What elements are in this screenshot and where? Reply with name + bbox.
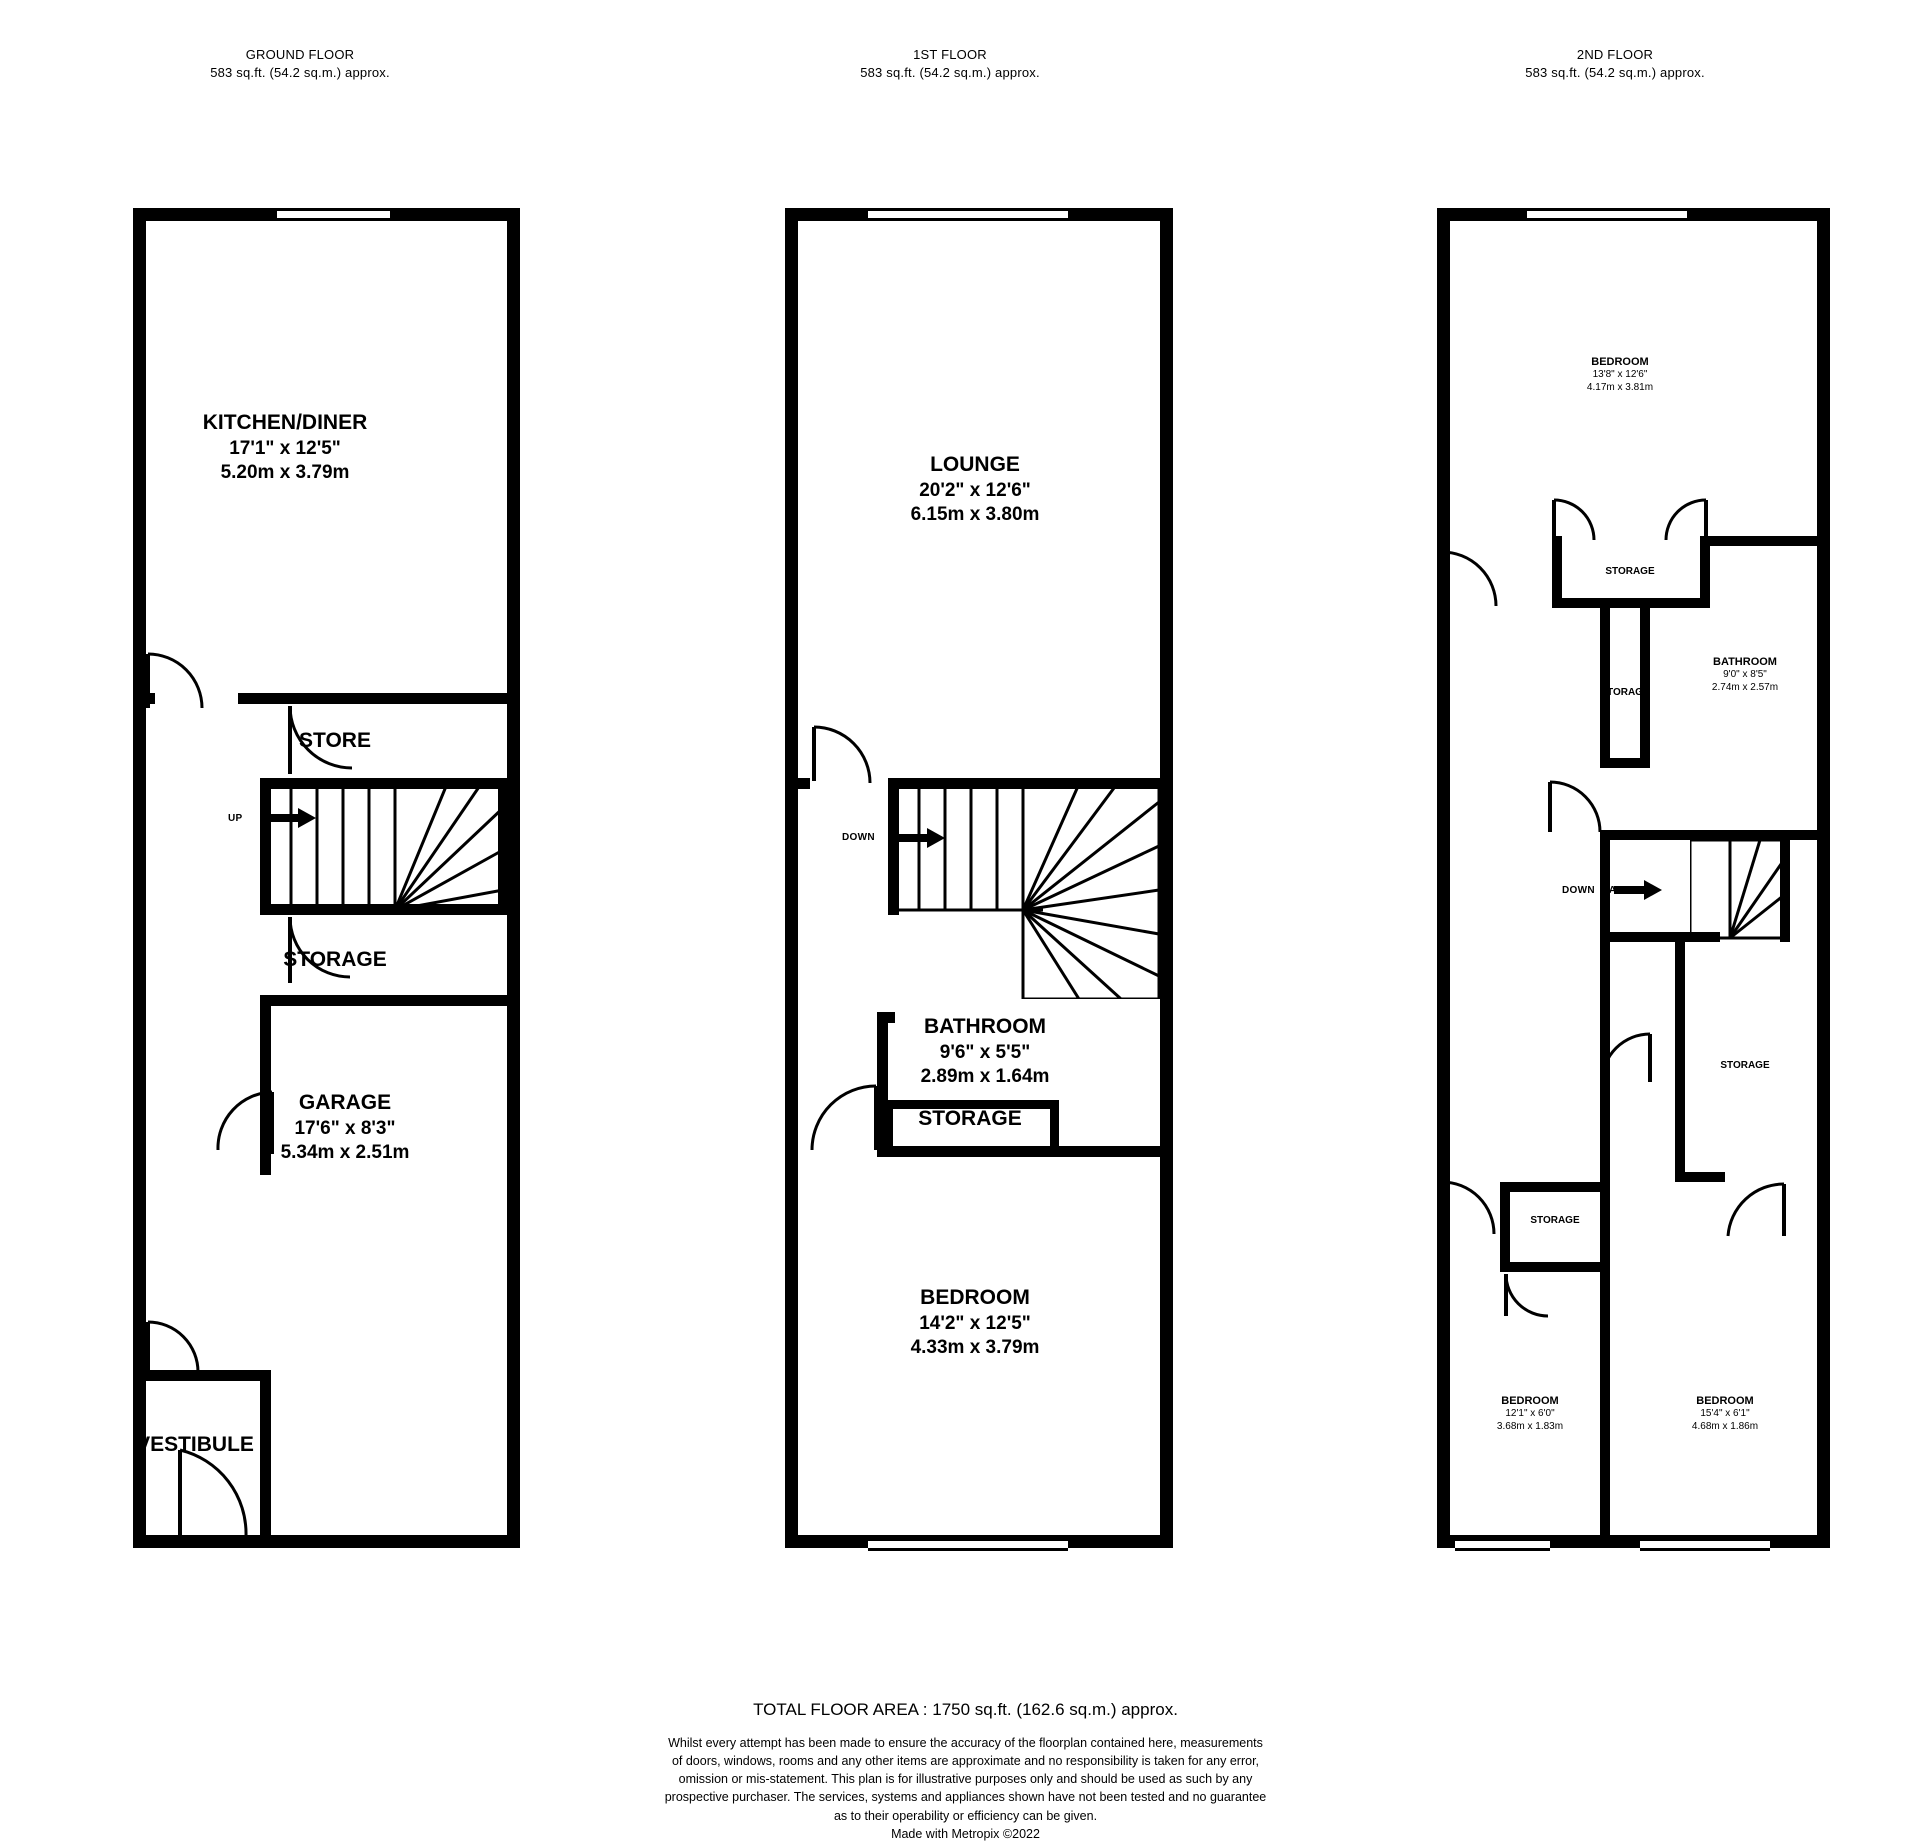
floor-title-first-area: 583 sq.ft. (54.2 sq.m.) approx. [860,64,1040,80]
disclaimer-line: prospective purchaser. The services, systems and appliances shown have not been tested and no guarantee [664,1790,1267,1805]
wall-second-bathroom-top [1700,536,1830,546]
room-label-hall-second [1555,885,1675,898]
wall-second-hall-divider [1675,932,1685,1182]
room-name: STORAGE [1605,566,1655,577]
room-dim-metric: 6.15m x 3.80m [910,504,1040,526]
room-dim-imperial: 13'8" x 12'6" [1592,369,1648,381]
disclaimer-line: Whilst every attempt has been made to ensure the accuracy of the floorplan contained here, measurements [668,1736,1263,1750]
room-dim-imperial: 17'1" x 12'5" [229,437,341,459]
wall-second-storage-lowleft-bottom [1500,1262,1608,1272]
room-dim-metric: 2.89m x 1.64m [920,1066,1050,1088]
room-label-bedroom-second-top [1520,355,1720,395]
disclaimer-line: of doors, windows, rooms and any other items are approximate and no responsibility is taken for any error, [671,1754,1260,1769]
made-with-credit: Made with Metropix ©2022 [891,1826,1040,1841]
door-second-storage-lowleft [1502,1272,1564,1320]
staircase-second [1690,840,1790,940]
disclaimer-line: as to their operability or efficiency can be given. [833,1808,1098,1823]
room-dim-metric: 5.20m x 3.79m [220,462,350,484]
room-name: LOUNGE [930,453,1020,476]
room-dim-imperial: 20'2" x 12'6" [919,479,1031,501]
floor-title-first-name: 1ST FLOOR [913,47,987,62]
room-name: STORAGE [1600,687,1650,698]
door-second-storage-top-left [1552,496,1614,542]
room-dim-imperial: 17'6" x 8'3" [294,1117,396,1139]
room-name: KITCHEN/DINER [202,411,368,434]
wall-second-left-divider [1600,932,1610,1548]
room-name: BATHROOM [1713,656,1777,668]
room-name: BEDROOM [1501,1395,1559,1407]
door-second-bedroom-top [1440,548,1518,610]
wall-second-storage-mid-left [1600,598,1610,768]
room-label-storage-second-top [1545,566,1715,579]
room-name: STORE [299,729,371,752]
room-name: VESTIBULE [136,1433,254,1456]
room-name: BEDROOM [1696,1395,1754,1407]
room-label-storage-second-right [1660,1060,1830,1073]
floor-title-second-area: 583 sq.ft. (54.2 sq.m.) approx. [1525,64,1705,80]
room-dim-imperial: 14'2" x 12'5" [919,1312,1031,1334]
room-name: STORAGE [1530,1215,1580,1226]
wall-second-right [1817,208,1830,1548]
room-dim-imperial: 15'4" x 6'1" [1700,1408,1750,1420]
room-label-bedroom-second-right [1630,1394,1820,1434]
room-dim-imperial: 9'6" x 5'5" [939,1041,1031,1063]
room-name: BATHROOM [923,1015,1047,1038]
room-name: HALL [1601,885,1629,896]
window-second-top [1527,208,1687,221]
stair-direction-first: DOWN [842,832,875,843]
room-dim-metric: 3.68m x 1.83m [1496,1420,1564,1432]
door-second-storage-side [1592,1030,1654,1086]
wall-second-stair-top [1600,830,1830,840]
room-dim-imperial: 9'0" x 8'5" [1723,669,1767,681]
floor-title-second-name: 2ND FLOOR [1576,47,1654,62]
door-second-storage-top-right [1648,496,1710,542]
room-dim-metric: 5.34m x 2.51m [280,1142,410,1164]
door-second-bedroom-left [1440,1176,1508,1238]
room-label-storage-second-lowleft [1500,1215,1610,1228]
room-name: BEDROOM [920,1286,1030,1309]
stair-direction-second: DOWN [1562,885,1595,896]
room-name: STORAGE [1720,1060,1770,1071]
floor-title-ground-area: 583 sq.ft. (54.2 sq.m.) approx. [210,64,390,80]
room-dim-metric: 4.33m x 3.79m [910,1337,1040,1359]
total-floor-area: TOTAL FLOOR AREA : 1750 sq.ft. (162.6 sq.m.) approx. [753,1700,1178,1719]
room-name: BEDROOM [1591,356,1649,368]
room-label-storage-second-mid [1560,687,1690,700]
room-dim-metric: 4.17m x 3.81m [1586,381,1654,393]
room-label-bedroom-second-left [1455,1394,1605,1434]
door-second-bathroom [1546,778,1608,836]
room-name: STORAGE [283,948,387,971]
room-name: GARAGE [298,1091,392,1114]
room-dim-metric: 2.74m x 2.57m [1711,681,1779,693]
wall-second-storage-lowleft-top [1500,1182,1608,1192]
disclaimer-line: omission or mis-statement. This plan is for illustrative purposes only and should be used as such by any [678,1772,1253,1787]
stair-direction-ground: UP [228,813,243,824]
wall-second-storage-top-bottom [1552,598,1710,608]
wall-second-storage-mid-bottom [1600,758,1650,768]
room-dim-metric: 4.68m x 1.86m [1691,1420,1759,1432]
window-second-bottom-right [1640,1538,1770,1551]
wall-second-left [1437,208,1450,1548]
window-second-bottom-left [1455,1538,1550,1551]
floor-title-ground-name: GROUND FLOOR [245,47,355,62]
room-dim-imperial: 12'1" x 6'0" [1505,1408,1555,1420]
footer [0,1700,1931,1841]
door-second-bedroom-right [1680,1178,1790,1240]
room-name: STORAGE [918,1107,1022,1130]
